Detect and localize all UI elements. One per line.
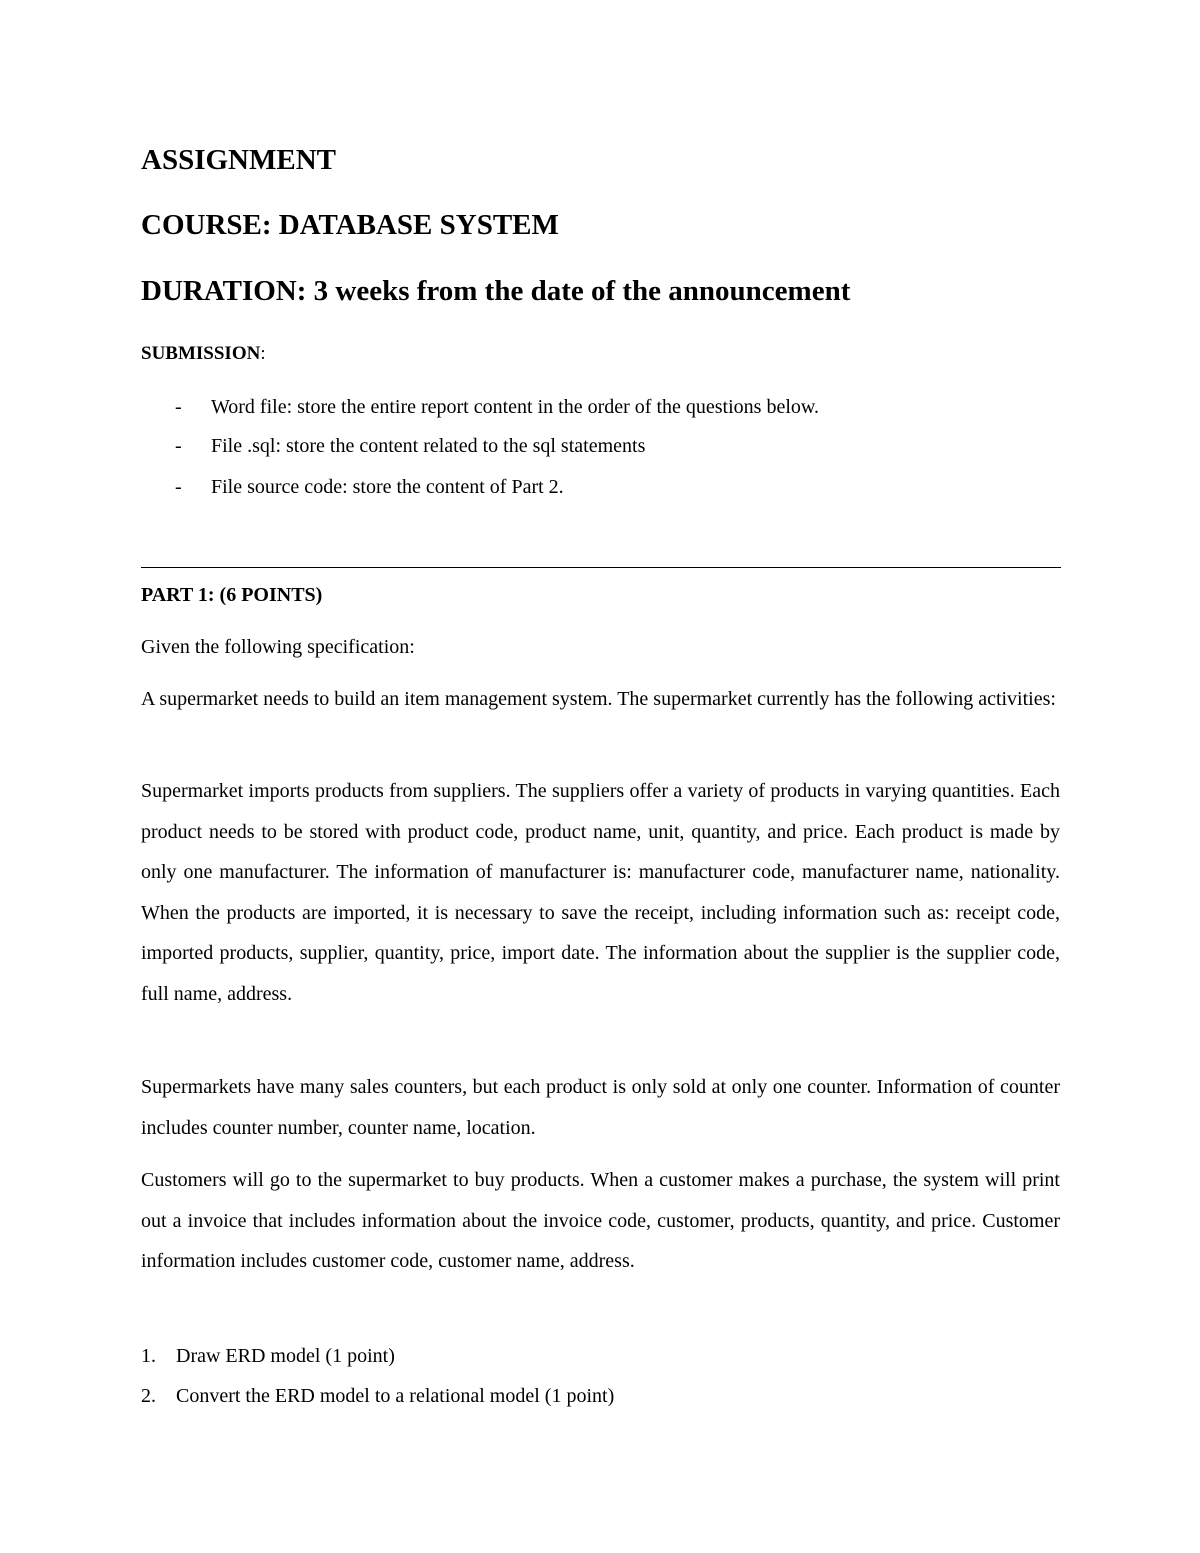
part1-paragraph: Customers will go to the supermarket to buy products. When a customer makes a purchase, the system will print out a invoice that includes information about the invoice code, customer, products, quantity, and price. Customer information includes customer code, customer name, address. <box>141 1169 1060 1272</box>
task-number: 1. <box>141 1345 156 1367</box>
submission-item <box>175 474 564 500</box>
assignment-title: ASSIGNMENT <box>141 144 336 176</box>
task-text: Draw ERD model (1 point) <box>176 1345 395 1367</box>
task-number: 2. <box>141 1385 156 1407</box>
bullet-dash: - <box>175 476 182 498</box>
submission-label-text: SUBMISSION <box>141 343 261 364</box>
duration-heading: DURATION: 3 weeks from the date of the announcement <box>141 275 851 307</box>
submission-label <box>141 342 266 366</box>
task-text: Convert the ERD model to a relational model (1 point) <box>176 1385 615 1407</box>
submission-item-text: Word file: store the entire report content in the order of the questions below. <box>211 396 820 418</box>
part1-title: PART 1: (6 POINTS) <box>141 584 323 606</box>
bullet-dash: - <box>175 396 182 418</box>
submission-colon: : <box>260 343 266 364</box>
part1-paragraph: A supermarket needs to build an item management system. The supermarket currently has the following activities: <box>141 688 1056 710</box>
task-item <box>141 1383 614 1409</box>
course-heading: COURSE: DATABASE SYSTEM <box>141 209 559 241</box>
section-divider <box>141 567 1061 568</box>
bullet-dash: - <box>175 435 182 457</box>
submission-item <box>175 394 819 420</box>
part1-paragraph: Supermarket imports products from suppliers. The suppliers offer a variety of products in varying quantities. Each product needs to be stored with product code, product name, unit, quantity, and price. Each product is made by only one manufacturer. The information of manufacturer is: manufacturer code, manufacturer name, nationality. When the products are imported, it is necessary to save the receipt, including information such as: receipt code, imported products, supplier, quantity, price, import date. The information about the supplier is the supplier code, full name, address. <box>141 780 1060 1005</box>
part1-intro: Given the following specification: <box>141 636 415 658</box>
part1-paragraph: Supermarkets have many sales counters, but each product is only sold at only one counter. Information of counter includes counter number, counter name, location. <box>141 1076 1060 1139</box>
submission-item <box>175 433 645 459</box>
task-item <box>141 1343 395 1369</box>
submission-item-text: File source code: store the content of Part 2. <box>211 476 564 498</box>
submission-item-text: File .sql: store the content related to the sql statements <box>211 435 646 457</box>
